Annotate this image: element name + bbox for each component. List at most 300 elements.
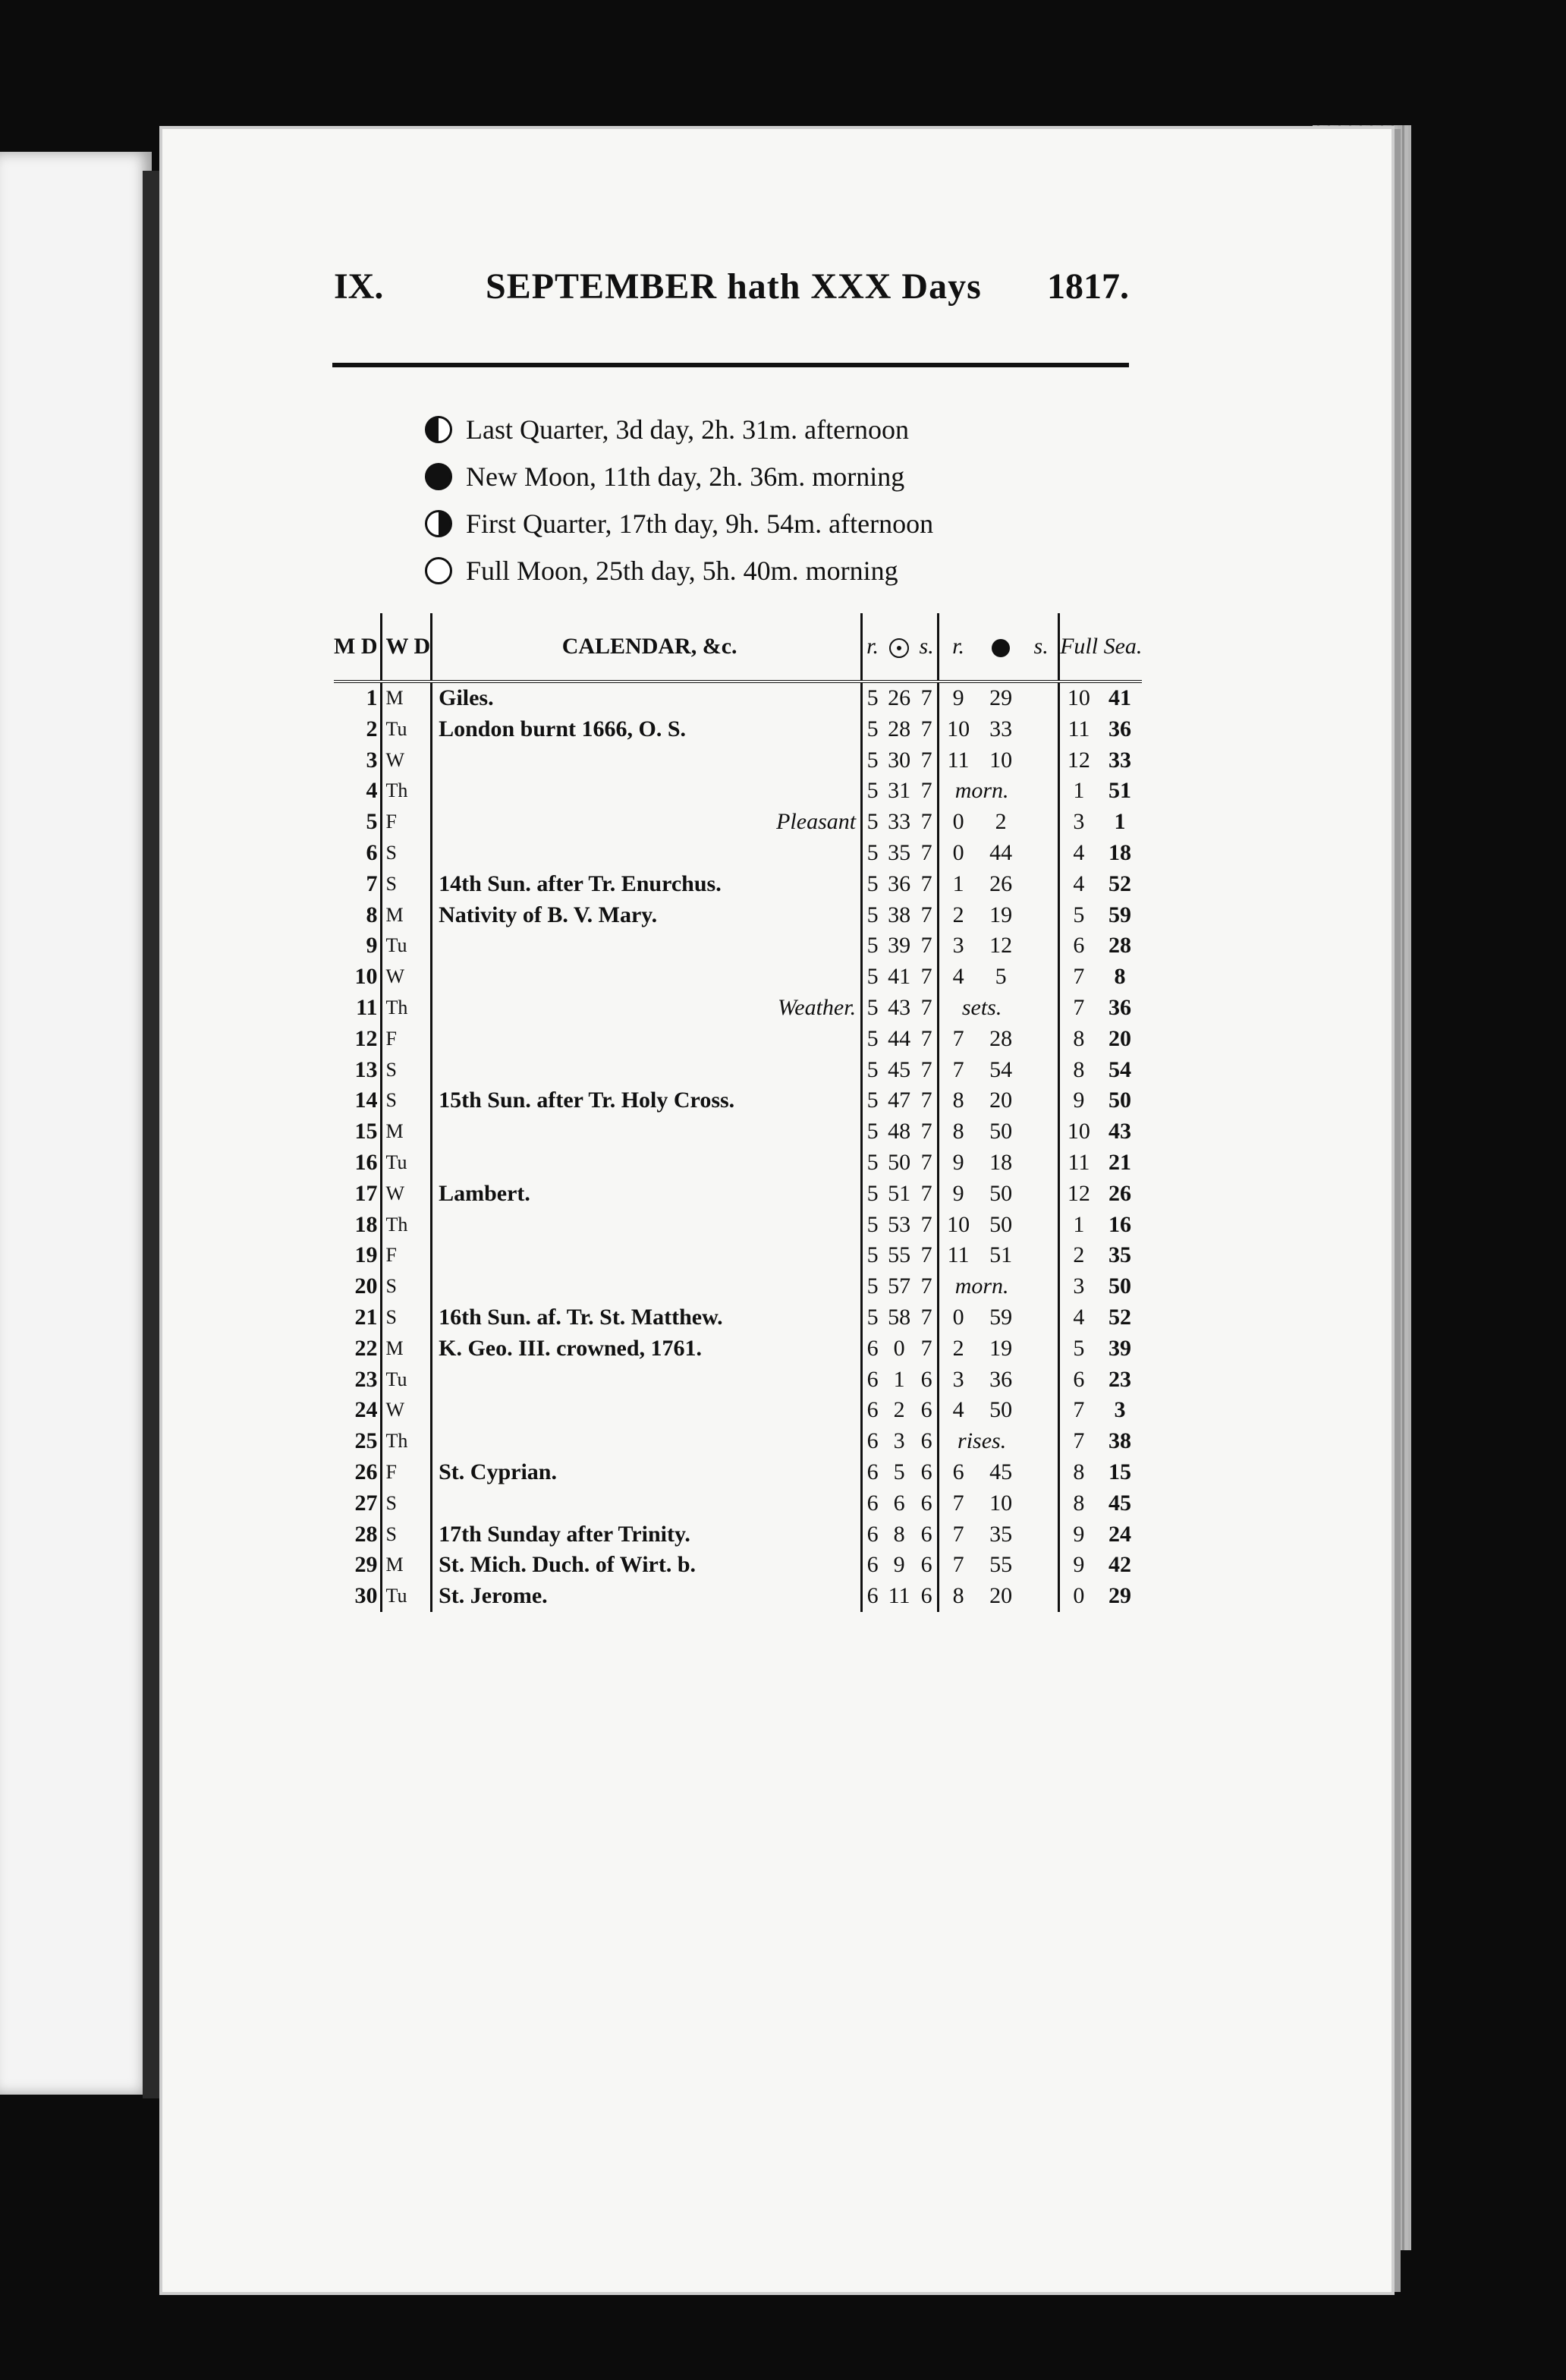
phase-first-quarter bbox=[425, 500, 1108, 547]
full-sea-minute: 20 bbox=[1108, 1025, 1132, 1051]
moon-minute: 36 bbox=[989, 1366, 1013, 1392]
full-sea-hour: 10 bbox=[1067, 1119, 1090, 1144]
full-sea-minute: 21 bbox=[1108, 1149, 1132, 1175]
sun-rise-minute: 55 bbox=[888, 1242, 911, 1268]
sun-rise-minute: 33 bbox=[888, 809, 911, 835]
sun-rise-minute: 45 bbox=[888, 1056, 911, 1082]
sun-rise-hour: 5 bbox=[866, 870, 879, 896]
day-of-week: S bbox=[382, 1085, 432, 1116]
calendar-event: Weather. bbox=[432, 993, 862, 1024]
day-of-week: Th bbox=[382, 776, 432, 807]
moon-hour: 11 bbox=[947, 747, 970, 773]
day-of-week: Tu bbox=[382, 714, 432, 745]
col-calendar: CALENDAR, &c. bbox=[432, 613, 862, 682]
sun-rise-minute: 48 bbox=[888, 1119, 911, 1144]
calendar-event: Lambert. bbox=[432, 1179, 862, 1210]
moon-set bbox=[1024, 1024, 1059, 1055]
calendar-event: St. Cyprian. bbox=[432, 1457, 862, 1488]
moon-minute: 19 bbox=[989, 902, 1013, 927]
table-row bbox=[334, 682, 1142, 714]
moon-hour: 4 bbox=[952, 964, 964, 990]
day-of-week: Tu bbox=[382, 1581, 432, 1612]
full-sea-minute: 3 bbox=[1114, 1397, 1126, 1423]
day-of-week: W bbox=[382, 1179, 432, 1210]
full-sea-minute: 36 bbox=[1108, 716, 1132, 741]
sun-set-hour: 7 bbox=[916, 1024, 939, 1055]
full-moon-icon bbox=[425, 557, 452, 584]
moon-minute: 29 bbox=[989, 685, 1013, 710]
moon-minute: 18 bbox=[989, 1149, 1013, 1175]
sun-rise-minute: 8 bbox=[893, 1521, 905, 1547]
calendar-event bbox=[432, 962, 862, 993]
day-of-month: 21 bbox=[334, 1302, 382, 1333]
moon-set bbox=[1024, 714, 1059, 745]
table-row bbox=[334, 838, 1142, 869]
full-sea-hour: 6 bbox=[1073, 933, 1085, 959]
sun-rise-minute: 2 bbox=[893, 1397, 905, 1423]
phase-text: Last Quarter, 3d day, 2h. 31m. afternoon bbox=[466, 414, 910, 445]
day-of-month: 9 bbox=[334, 930, 382, 962]
moon-hour: 8 bbox=[952, 1088, 964, 1113]
full-sea-minute: 59 bbox=[1108, 902, 1132, 927]
moon-set bbox=[1024, 1240, 1059, 1271]
table-row bbox=[334, 1271, 1142, 1302]
day-of-month: 27 bbox=[334, 1488, 382, 1519]
day-of-week: Th bbox=[382, 1426, 432, 1457]
day-of-month: 1 bbox=[334, 682, 382, 714]
day-of-week: W bbox=[382, 1395, 432, 1426]
sun-rise-minute: 58 bbox=[888, 1304, 911, 1330]
sun-rise-hour: 5 bbox=[866, 839, 879, 865]
moon-hour: morn. bbox=[954, 778, 1009, 804]
moon-minute: 2 bbox=[995, 809, 1007, 835]
full-sea-hour: 11 bbox=[1068, 716, 1090, 741]
day-of-week: S bbox=[382, 1519, 432, 1550]
moon-minute: 50 bbox=[989, 1397, 1013, 1423]
month-title: SEPTEMBER hath XXX Days bbox=[486, 266, 982, 307]
full-sea-minute: 52 bbox=[1108, 870, 1132, 896]
moon-set bbox=[1024, 1116, 1059, 1148]
sun-rise-minute: 41 bbox=[888, 964, 911, 990]
moon-set bbox=[1024, 682, 1059, 714]
sun-set-hour: 6 bbox=[916, 1457, 939, 1488]
sun-icon bbox=[882, 613, 916, 682]
day-of-month: 10 bbox=[334, 962, 382, 993]
moon-set bbox=[1024, 1210, 1059, 1241]
sun-rise-hour: 5 bbox=[866, 1211, 879, 1237]
calendar-event bbox=[432, 1426, 862, 1457]
sun-set-hour: 7 bbox=[916, 1055, 939, 1086]
moon-set bbox=[1024, 1085, 1059, 1116]
sun-set-hour: 7 bbox=[916, 1240, 939, 1271]
calendar-event: Giles. bbox=[432, 682, 862, 714]
table-row bbox=[334, 1457, 1142, 1488]
full-sea-hour: 4 bbox=[1073, 839, 1085, 865]
day-of-week: M bbox=[382, 1333, 432, 1365]
sun-rise-hour: 6 bbox=[866, 1521, 879, 1547]
sun-set-hour: 7 bbox=[916, 745, 939, 776]
sun-rise-minute: 0 bbox=[893, 1335, 905, 1361]
sun-rise-minute: 5 bbox=[893, 1459, 905, 1484]
moon-hour: 3 bbox=[952, 1366, 964, 1392]
full-sea-hour: 8 bbox=[1073, 1490, 1085, 1516]
day-of-week: Tu bbox=[382, 1365, 432, 1396]
day-of-week: Tu bbox=[382, 930, 432, 962]
sun-rise-hour: 5 bbox=[866, 994, 879, 1020]
phase-full-moon bbox=[425, 547, 1108, 594]
moon-set bbox=[1024, 1488, 1059, 1519]
sun-set-hour: 7 bbox=[916, 776, 939, 807]
day-of-week: W bbox=[382, 962, 432, 993]
full-sea-minute: 33 bbox=[1108, 747, 1132, 773]
day-of-week: S bbox=[382, 869, 432, 900]
full-sea-minute: 38 bbox=[1108, 1428, 1132, 1454]
table-row bbox=[334, 745, 1142, 776]
sun-rise-minute: 44 bbox=[888, 1025, 911, 1051]
calendar-event bbox=[432, 930, 862, 962]
phase-text: New Moon, 11th day, 2h. 36m. morning bbox=[466, 461, 905, 492]
moon-hour: 2 bbox=[952, 902, 964, 927]
moon-set bbox=[1024, 807, 1059, 838]
full-sea-minute: 41 bbox=[1108, 685, 1132, 710]
moon-minute: 55 bbox=[989, 1552, 1013, 1578]
table-row bbox=[334, 900, 1142, 931]
col-week-day: W D bbox=[382, 613, 432, 682]
moon-set bbox=[1024, 1457, 1059, 1488]
full-sea-hour: 12 bbox=[1067, 747, 1090, 773]
moon-minute: 50 bbox=[989, 1119, 1013, 1144]
sun-rise-minute: 36 bbox=[888, 870, 911, 896]
day-of-month: 4 bbox=[334, 776, 382, 807]
moon-hour: 1 bbox=[952, 870, 964, 896]
sun-set-hour: 7 bbox=[916, 993, 939, 1024]
sun-set-hour: 7 bbox=[916, 900, 939, 931]
day-of-month: 17 bbox=[334, 1179, 382, 1210]
day-of-month: 7 bbox=[334, 869, 382, 900]
day-of-month: 16 bbox=[334, 1148, 382, 1179]
calendar-event bbox=[432, 1024, 862, 1055]
calendar-event: 15th Sun. after Tr. Holy Cross. bbox=[432, 1085, 862, 1116]
sun-rise-minute: 11 bbox=[888, 1583, 910, 1609]
sun-rise-hour: 5 bbox=[866, 1273, 879, 1299]
calendar-event bbox=[432, 1116, 862, 1148]
full-sea-hour: 8 bbox=[1073, 1056, 1085, 1082]
table-row bbox=[334, 1365, 1142, 1396]
col-moon-rise: r. bbox=[952, 634, 965, 659]
sun-rise-hour: 5 bbox=[866, 1056, 879, 1082]
sun-rise-hour: 5 bbox=[866, 1025, 879, 1051]
moon-hour: morn. bbox=[954, 1273, 1009, 1299]
sun-rise-hour: 5 bbox=[866, 778, 879, 804]
sun-set-hour: 6 bbox=[916, 1365, 939, 1396]
table-row bbox=[334, 1240, 1142, 1271]
phase-text: First Quarter, 17th day, 9h. 54m. afternoon bbox=[466, 508, 934, 539]
day-of-week: F bbox=[382, 1457, 432, 1488]
header-rule bbox=[332, 363, 1129, 367]
moon-set bbox=[1024, 1365, 1059, 1396]
full-sea-minute: 43 bbox=[1108, 1119, 1132, 1144]
page-header bbox=[326, 266, 1146, 319]
day-of-week: M bbox=[382, 1116, 432, 1148]
moon-hour: 0 bbox=[952, 1304, 964, 1330]
sun-set-hour: 7 bbox=[916, 1085, 939, 1116]
calendar-event bbox=[432, 1240, 862, 1271]
sun-set-hour: 7 bbox=[916, 1179, 939, 1210]
first-quarter-moon-icon bbox=[425, 510, 452, 537]
sun-set-hour: 6 bbox=[916, 1581, 939, 1612]
calendar-event bbox=[432, 1055, 862, 1086]
moon-minute: 44 bbox=[989, 839, 1013, 865]
table-row bbox=[334, 1116, 1142, 1148]
day-of-month: 6 bbox=[334, 838, 382, 869]
full-sea-minute: 24 bbox=[1108, 1521, 1132, 1547]
table-row bbox=[334, 1148, 1142, 1179]
sun-rise-minute: 9 bbox=[893, 1552, 905, 1578]
phase-text: Full Moon, 25th day, 5h. 40m. morning bbox=[466, 556, 898, 586]
moon-minute: 20 bbox=[989, 1583, 1013, 1609]
sun-set-hour: 7 bbox=[916, 1116, 939, 1148]
day-of-month: 20 bbox=[334, 1271, 382, 1302]
table-row bbox=[334, 1302, 1142, 1333]
table-row bbox=[334, 993, 1142, 1024]
full-sea-hour: 0 bbox=[1073, 1583, 1085, 1609]
table-row bbox=[334, 869, 1142, 900]
moon-set bbox=[1024, 1581, 1059, 1612]
full-sea-hour: 7 bbox=[1073, 1428, 1085, 1454]
table-row bbox=[334, 1210, 1142, 1241]
day-of-month: 3 bbox=[334, 745, 382, 776]
moon-set bbox=[1024, 962, 1059, 993]
full-sea-minute: 35 bbox=[1108, 1242, 1132, 1268]
day-of-month: 29 bbox=[334, 1550, 382, 1581]
moon-set bbox=[1024, 1395, 1059, 1426]
day-of-month: 8 bbox=[334, 900, 382, 931]
moon-hour: 0 bbox=[952, 809, 964, 835]
year: 1817. bbox=[1047, 266, 1129, 307]
moon-hour: 9 bbox=[952, 1180, 964, 1206]
last-quarter-moon-icon bbox=[425, 416, 452, 443]
table-row bbox=[334, 1519, 1142, 1550]
moon-hour: 0 bbox=[952, 839, 964, 865]
new-moon-icon bbox=[425, 463, 452, 490]
sun-rise-hour: 6 bbox=[866, 1335, 879, 1361]
sun-rise-hour: 5 bbox=[866, 685, 879, 710]
moon-set bbox=[1024, 1148, 1059, 1179]
moon-minute: 10 bbox=[989, 1490, 1013, 1516]
moon-hour: 2 bbox=[952, 1335, 964, 1361]
calendar-event: Nativity of B. V. Mary. bbox=[432, 900, 862, 931]
full-sea-hour: 8 bbox=[1073, 1025, 1085, 1051]
table-row bbox=[334, 1426, 1142, 1457]
calendar-event: 17th Sunday after Trinity. bbox=[432, 1519, 862, 1550]
moon-hour: 10 bbox=[947, 716, 970, 741]
sun-rise-hour: 6 bbox=[866, 1459, 879, 1484]
calendar-event bbox=[432, 776, 862, 807]
calendar-event: St. Mich. Duch. of Wirt. b. bbox=[432, 1550, 862, 1581]
moon-set bbox=[1024, 1550, 1059, 1581]
day-of-week: M bbox=[382, 682, 432, 714]
table-row bbox=[334, 1179, 1142, 1210]
moon-minute: 35 bbox=[989, 1521, 1013, 1547]
day-of-week: F bbox=[382, 1240, 432, 1271]
month-numeral: IX. bbox=[334, 266, 384, 307]
sun-rise-hour: 6 bbox=[866, 1428, 879, 1454]
col-moon-set: s. bbox=[1024, 613, 1059, 682]
moon-set bbox=[1024, 869, 1059, 900]
sun-set-hour: 7 bbox=[916, 682, 939, 714]
day-of-month: 23 bbox=[334, 1365, 382, 1396]
moon-minute: 19 bbox=[989, 1335, 1013, 1361]
moon-hour: 11 bbox=[947, 1242, 970, 1268]
sun-set-hour: 6 bbox=[916, 1488, 939, 1519]
full-sea-minute: 28 bbox=[1108, 933, 1132, 959]
calendar-event bbox=[432, 1210, 862, 1241]
moon-minute: 12 bbox=[989, 933, 1013, 959]
full-sea-minute: 16 bbox=[1108, 1211, 1132, 1237]
table-row bbox=[334, 1581, 1142, 1612]
sun-rise-hour: 5 bbox=[866, 1304, 879, 1330]
col-sun-set: s. bbox=[916, 613, 939, 682]
full-sea-hour: 12 bbox=[1067, 1180, 1090, 1206]
full-sea-hour: 9 bbox=[1073, 1552, 1085, 1578]
day-of-month: 15 bbox=[334, 1116, 382, 1148]
sun-set-hour: 7 bbox=[916, 1271, 939, 1302]
day-of-week: S bbox=[382, 838, 432, 869]
table-row bbox=[334, 1055, 1142, 1086]
day-of-week: S bbox=[382, 1271, 432, 1302]
moon-set bbox=[1024, 1426, 1059, 1457]
sun-rise-hour: 5 bbox=[866, 964, 879, 990]
table-header-row bbox=[334, 613, 1142, 682]
day-of-week: M bbox=[382, 900, 432, 931]
full-sea-hour: 5 bbox=[1073, 1335, 1085, 1361]
day-of-month: 30 bbox=[334, 1581, 382, 1612]
full-sea-minute: 50 bbox=[1108, 1273, 1132, 1299]
full-sea-minute: 15 bbox=[1108, 1459, 1132, 1484]
moon-set bbox=[1024, 1055, 1059, 1086]
calendar-event: Pleasant bbox=[432, 807, 862, 838]
day-of-week: W bbox=[382, 745, 432, 776]
moon-hour: rises. bbox=[958, 1428, 1007, 1454]
sun-set-hour: 6 bbox=[916, 1550, 939, 1581]
day-of-week: Th bbox=[382, 1210, 432, 1241]
calendar-event bbox=[432, 1365, 862, 1396]
moon-set bbox=[1024, 1271, 1059, 1302]
calendar-table bbox=[334, 613, 1142, 1612]
moon-set bbox=[1024, 1519, 1059, 1550]
sun-rise-minute: 39 bbox=[888, 933, 911, 959]
moon-minute: 10 bbox=[989, 747, 1013, 773]
sun-rise-hour: 5 bbox=[866, 1180, 879, 1206]
sun-set-hour: 7 bbox=[916, 1333, 939, 1365]
full-sea-hour: 5 bbox=[1073, 902, 1085, 927]
full-sea-hour: 1 bbox=[1073, 1211, 1085, 1237]
col-full-sea: Full Sea. bbox=[1060, 634, 1143, 659]
sun-rise-hour: 5 bbox=[866, 1119, 879, 1144]
moon-hour: 10 bbox=[947, 1211, 970, 1237]
moon-hour: 4 bbox=[952, 1397, 964, 1423]
moon-hour: 7 bbox=[952, 1552, 964, 1578]
table-row bbox=[334, 807, 1142, 838]
full-sea-minute: 39 bbox=[1108, 1335, 1132, 1361]
moon-minute: 5 bbox=[995, 964, 1007, 990]
sun-set-hour: 6 bbox=[916, 1395, 939, 1426]
full-sea-hour: 3 bbox=[1073, 1273, 1085, 1299]
sun-rise-hour: 6 bbox=[866, 1397, 879, 1423]
sun-rise-hour: 5 bbox=[866, 747, 879, 773]
full-sea-hour: 2 bbox=[1073, 1242, 1085, 1268]
sun-rise-hour: 5 bbox=[866, 716, 879, 741]
moon-set bbox=[1024, 1179, 1059, 1210]
table-row bbox=[334, 1024, 1142, 1055]
sun-rise-hour: 6 bbox=[866, 1490, 879, 1516]
table-row bbox=[334, 1085, 1142, 1116]
table-row bbox=[334, 930, 1142, 962]
full-sea-minute: 23 bbox=[1108, 1366, 1132, 1392]
table-row bbox=[334, 1333, 1142, 1365]
day-of-month: 5 bbox=[334, 807, 382, 838]
full-sea-minute: 1 bbox=[1114, 809, 1126, 835]
moon-minute: 20 bbox=[989, 1088, 1013, 1113]
day-of-week: S bbox=[382, 1488, 432, 1519]
moon-hour: 8 bbox=[952, 1119, 964, 1144]
sun-rise-hour: 6 bbox=[866, 1366, 879, 1392]
calendar-event: London burnt 1666, O. S. bbox=[432, 714, 862, 745]
full-sea-hour: 7 bbox=[1073, 964, 1085, 990]
calendar-event: 16th Sun. af. Tr. St. Matthew. bbox=[432, 1302, 862, 1333]
sun-rise-hour: 5 bbox=[866, 902, 879, 927]
sun-rise-minute: 35 bbox=[888, 839, 911, 865]
sun-rise-minute: 31 bbox=[888, 778, 911, 804]
day-of-month: 13 bbox=[334, 1055, 382, 1086]
moon-hour: 3 bbox=[952, 933, 964, 959]
moon-minute: 33 bbox=[989, 716, 1013, 741]
full-sea-hour: 9 bbox=[1073, 1521, 1085, 1547]
day-of-month: 2 bbox=[334, 714, 382, 745]
sun-rise-minute: 1 bbox=[893, 1366, 905, 1392]
sun-rise-minute: 53 bbox=[888, 1211, 911, 1237]
sun-rise-hour: 5 bbox=[866, 1242, 879, 1268]
moon-hour: 8 bbox=[952, 1583, 964, 1609]
day-of-month: 25 bbox=[334, 1426, 382, 1457]
calendar-event: St. Jerome. bbox=[432, 1581, 862, 1612]
moon-minute: 50 bbox=[989, 1180, 1013, 1206]
moon-phases bbox=[425, 406, 1108, 594]
calendar-event bbox=[432, 1148, 862, 1179]
moon-minute: 59 bbox=[989, 1304, 1013, 1330]
sun-rise-hour: 6 bbox=[866, 1583, 879, 1609]
full-sea-minute: 26 bbox=[1108, 1180, 1132, 1206]
calendar-event bbox=[432, 1488, 862, 1519]
full-sea-hour: 7 bbox=[1073, 994, 1085, 1020]
moon-set bbox=[1024, 930, 1059, 962]
full-sea-hour: 10 bbox=[1067, 685, 1090, 710]
left-page-edge bbox=[0, 152, 152, 2095]
full-sea-minute: 52 bbox=[1108, 1304, 1132, 1330]
sun-rise-minute: 43 bbox=[888, 994, 911, 1020]
sun-set-hour: 7 bbox=[916, 1148, 939, 1179]
moon-set bbox=[1024, 838, 1059, 869]
sun-rise-hour: 6 bbox=[866, 1552, 879, 1578]
col-month-day: M D bbox=[334, 613, 382, 682]
sun-rise-minute: 51 bbox=[888, 1180, 911, 1206]
sun-set-hour: 7 bbox=[916, 869, 939, 900]
calendar-event bbox=[432, 745, 862, 776]
full-sea-hour: 3 bbox=[1073, 809, 1085, 835]
sun-set-hour: 6 bbox=[916, 1426, 939, 1457]
full-sea-hour: 11 bbox=[1068, 1149, 1090, 1175]
sun-set-hour: 7 bbox=[916, 807, 939, 838]
